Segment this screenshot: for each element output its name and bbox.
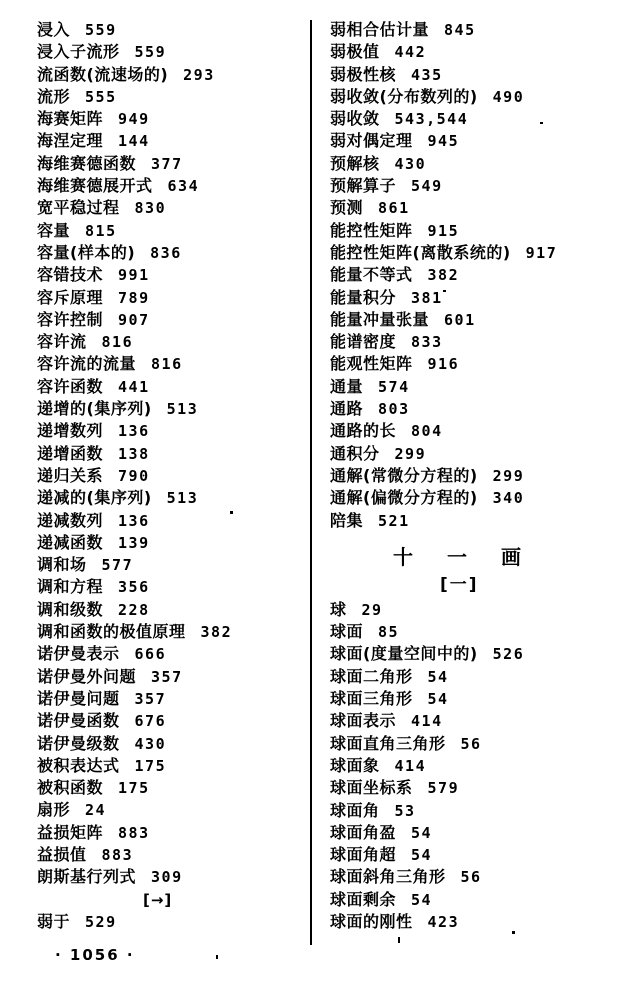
entry-page: 526	[492, 645, 525, 664]
index-entry	[330, 19, 635, 41]
entry-page: 815	[85, 221, 117, 240]
entry-page: 293	[183, 65, 215, 84]
entry-page: 883	[118, 823, 150, 842]
entry-term: 被积表达式	[37, 755, 120, 775]
index-entry	[330, 220, 635, 242]
entry-page: 136	[118, 422, 150, 441]
entry-page: 442	[394, 43, 427, 62]
page-number: · 1056 ·	[55, 946, 135, 964]
index-entry	[330, 510, 635, 532]
index-entry	[37, 643, 305, 665]
index-entry	[37, 576, 305, 598]
entry-page: 54	[411, 846, 433, 865]
entry-page: 136	[118, 511, 150, 530]
entry-page: 804	[411, 422, 443, 441]
entry-term: 能控性矩阵	[330, 220, 413, 240]
index-entry	[330, 376, 635, 398]
entry-page: 144	[118, 132, 150, 151]
index-entry	[330, 688, 635, 710]
index-entry	[37, 554, 305, 576]
entry-term: 弱极性核	[330, 64, 397, 84]
entry-term: 能量冲量张量	[330, 309, 430, 329]
entry-term: 扇形	[37, 800, 71, 820]
index-entry	[330, 175, 635, 197]
index-entry	[37, 755, 305, 777]
entry-term: 递增函数	[37, 443, 104, 463]
entry-page: 861	[378, 199, 410, 218]
right-column	[330, 19, 635, 933]
entry-term: 球面角	[330, 800, 380, 820]
entry-page: 513	[166, 489, 199, 508]
scan-speck	[216, 955, 218, 959]
entry-page: 816	[101, 333, 134, 352]
section-heading: 十一画	[393, 544, 555, 569]
entry-page: 435	[411, 65, 443, 84]
entry-page: 916	[427, 355, 460, 374]
entry-term: 预测	[330, 198, 364, 218]
entry-term: 益损矩阵	[37, 822, 104, 842]
entry-term: 被积函数	[37, 778, 104, 798]
index-entry	[37, 309, 305, 331]
entry-term: 朗斯基行列式	[37, 867, 137, 887]
entry-term: 球面剩余	[330, 889, 397, 909]
entry-term: 递归关系	[37, 465, 104, 485]
entry-page: 559	[134, 43, 167, 62]
index-entry	[330, 710, 635, 732]
entry-term: 球面二角形	[330, 666, 413, 686]
entry-page: 883	[101, 845, 134, 864]
entry-term: 能量不等式	[330, 265, 413, 285]
entry-page: 803	[378, 400, 410, 419]
entry-term: 浸入子流形	[37, 42, 120, 62]
entry-term: 容许函数	[37, 376, 104, 396]
entry-page: 574	[378, 377, 410, 396]
index-entry	[37, 175, 305, 197]
index-entry	[330, 242, 635, 264]
index-entry	[330, 420, 635, 442]
entry-term: 容许流	[37, 332, 87, 352]
index-entry	[330, 755, 635, 777]
entry-page: 830	[134, 199, 167, 218]
entry-term: 球面表示	[330, 711, 397, 731]
left-column	[37, 19, 305, 933]
entry-page: 430	[394, 154, 427, 173]
entry-term: 能控性矩阵(离散系统的)	[330, 242, 511, 262]
index-entry	[330, 889, 635, 911]
index-entry	[37, 599, 305, 621]
entry-term: 球面的刚性	[330, 911, 413, 931]
entry-page: 991	[118, 266, 150, 285]
index-entry	[330, 777, 635, 799]
index-entry	[37, 710, 305, 732]
entry-page: 676	[134, 712, 167, 731]
index-entry	[330, 309, 635, 331]
entry-term: 容许控制	[37, 309, 104, 329]
entry-page: 949	[118, 110, 150, 129]
entry-page: 299	[394, 444, 427, 463]
entry-page: 833	[411, 333, 443, 352]
index-entry	[37, 844, 305, 866]
index-entry	[37, 443, 305, 465]
entry-page: 577	[101, 556, 134, 575]
entry-page: 56	[460, 734, 482, 753]
index-entry	[37, 398, 305, 420]
entry-page: 441	[118, 377, 150, 396]
entry-term: 球面三角形	[330, 689, 413, 709]
index-entry	[330, 264, 635, 286]
index-entry	[37, 242, 305, 264]
scan-speck	[443, 290, 446, 292]
entry-term: 诺伊曼级数	[37, 733, 120, 753]
entry-page: 549	[411, 177, 443, 196]
entry-term: 通积分	[330, 443, 380, 463]
entry-term: 宽平稳过程	[37, 198, 120, 218]
index-entry	[37, 264, 305, 286]
index-entry	[330, 130, 635, 152]
continuation-marker: [→]	[143, 890, 173, 909]
index-entry	[37, 420, 305, 442]
entry-term: 弱极值	[330, 42, 380, 62]
index-entry	[37, 220, 305, 242]
entry-page: 945	[427, 132, 460, 151]
entry-page: 579	[427, 779, 460, 798]
entry-term: 诺伊曼外问题	[37, 666, 137, 686]
entry-term: 容斥原理	[37, 287, 104, 307]
index-entry	[330, 331, 635, 353]
index-entry	[330, 197, 635, 219]
index-entry	[37, 733, 305, 755]
entry-term: 预解算子	[330, 176, 397, 196]
index-entry	[37, 777, 305, 799]
entry-term: 调和场	[37, 555, 87, 575]
entry-page: 907	[118, 310, 150, 329]
index-entry	[330, 86, 635, 108]
index-entry	[37, 911, 305, 933]
index-entry	[330, 733, 635, 755]
entry-page: 430	[134, 734, 167, 753]
entry-page: 85	[378, 623, 400, 642]
entry-page: 299	[492, 466, 525, 485]
entry-page: 228	[118, 600, 150, 619]
index-entry	[37, 331, 305, 353]
entry-page: 381	[411, 288, 443, 307]
index-entry	[330, 643, 635, 665]
entry-term: 预解核	[330, 153, 380, 173]
entry-page: 790	[118, 466, 150, 485]
scan-speck	[540, 122, 543, 124]
entry-page: 423	[427, 912, 460, 931]
entry-term: 球面象	[330, 755, 380, 775]
entry-page: 543,544	[394, 110, 469, 129]
entry-term: 通量	[330, 376, 364, 396]
entry-term: 球面角盈	[330, 822, 397, 842]
entry-page: 601	[444, 310, 476, 329]
entry-page: 917	[525, 243, 558, 262]
index-entry	[330, 822, 635, 844]
index-entry	[330, 287, 635, 309]
entry-page: 555	[85, 87, 117, 106]
entry-page: 377	[151, 154, 183, 173]
index-entry	[330, 621, 635, 643]
entry-term: 浸入	[37, 20, 71, 39]
index-entry	[330, 443, 635, 465]
index-entry	[330, 800, 635, 822]
entry-page: 340	[492, 489, 525, 508]
entry-term: 诺伊曼表示	[37, 644, 120, 664]
entry-page: 54	[411, 890, 433, 909]
entry-page: 138	[118, 444, 150, 463]
entry-term: 调和级数	[37, 599, 104, 619]
entry-page: 513	[166, 400, 199, 419]
entry-term: 能量积分	[330, 287, 397, 307]
entry-page: 357	[134, 689, 167, 708]
entry-term: 递增的(集序列)	[37, 399, 152, 419]
index-entry	[37, 353, 305, 375]
entry-page: 29	[361, 600, 383, 619]
entry-term: 流函数(流速场的)	[37, 64, 169, 84]
entry-term: 容许流的流量	[37, 354, 137, 374]
entry-page: 414	[394, 756, 427, 775]
entry-term: 球面(度量空间中的)	[330, 644, 478, 664]
index-entry	[330, 64, 635, 86]
index-entry	[330, 911, 635, 933]
entry-term: 能观性矩阵	[330, 354, 413, 374]
entry-term: 诺伊曼问题	[37, 688, 120, 708]
entry-page: 139	[118, 533, 150, 552]
entry-term: 调和方程	[37, 577, 104, 597]
index-entry	[37, 197, 305, 219]
entry-term: 递减的(集序列)	[37, 488, 152, 508]
index-entry	[37, 19, 305, 41]
entry-term: 通解(偏微分方程的)	[330, 488, 478, 508]
index-entry	[330, 666, 635, 688]
entry-term: 弱收敛(分布数列的)	[330, 86, 478, 106]
entry-page: 24	[85, 801, 107, 820]
index-entry	[37, 822, 305, 844]
index-entry	[330, 465, 635, 487]
entry-term: 通路	[330, 399, 364, 419]
entry-term: 弱于	[37, 911, 71, 931]
entry-page: 54	[427, 690, 449, 709]
entry-page: 915	[427, 221, 460, 240]
index-entry	[37, 688, 305, 710]
entry-term: 益损值	[37, 844, 87, 864]
entry-term: 能谱密度	[330, 332, 397, 352]
scan-speck	[512, 931, 515, 934]
index-entry	[37, 621, 305, 643]
index-entry	[330, 398, 635, 420]
index-entry	[37, 130, 305, 152]
entry-term: 弱收敛	[330, 109, 380, 129]
index-entry	[330, 108, 635, 130]
index-entry	[37, 799, 305, 821]
entry-term: 海赛矩阵	[37, 109, 104, 129]
entry-page: 54	[411, 823, 433, 842]
entry-page: 356	[118, 578, 150, 597]
entry-page: 559	[85, 21, 117, 39]
index-entry	[37, 86, 305, 108]
index-entry	[330, 41, 635, 63]
scan-speck	[230, 511, 233, 514]
entry-term: 容量	[37, 220, 71, 240]
index-entry	[37, 465, 305, 487]
entry-term: 海维赛德展开式	[37, 176, 153, 196]
entry-term: 容量(样本的)	[37, 242, 136, 262]
entry-page: 309	[151, 868, 183, 887]
index-entry	[37, 287, 305, 309]
entry-term: 递增数列	[37, 421, 104, 441]
entry-page: 175	[134, 756, 167, 775]
entry-page: 382	[427, 266, 460, 285]
entry-page: 789	[118, 288, 150, 307]
entry-term: 海涅定理	[37, 131, 104, 151]
entry-term: 弱对偶定理	[330, 131, 413, 151]
entry-page: 414	[411, 712, 443, 731]
entry-term: 球面坐标系	[330, 778, 413, 798]
index-entry	[330, 866, 635, 888]
entry-term: 调和函数的极值原理	[37, 622, 186, 642]
index-entry	[37, 866, 305, 888]
entry-page: 845	[444, 21, 476, 39]
index-entry	[37, 376, 305, 398]
entry-term: 流形	[37, 86, 71, 106]
index-entry	[37, 510, 305, 532]
entry-term: 通解(常微分方程的)	[330, 465, 478, 485]
index-entry	[37, 532, 305, 554]
entry-page: 836	[150, 243, 182, 262]
entry-page: 175	[118, 779, 150, 798]
entry-page: 54	[427, 667, 449, 686]
entry-page: 634	[167, 177, 200, 196]
entry-term: 递减函数	[37, 532, 104, 552]
index-entry	[37, 64, 305, 86]
scan-speck	[398, 937, 400, 943]
entry-page: 529	[85, 912, 117, 931]
entry-page: 490	[492, 87, 525, 106]
entry-page: 357	[151, 667, 183, 686]
index-entry	[330, 487, 635, 509]
index-entry	[330, 844, 635, 866]
column-divider	[310, 20, 312, 945]
entry-term: 球面	[330, 622, 364, 642]
entry-term: 递减数列	[37, 510, 104, 530]
entry-term: 弱相合估计量	[330, 20, 430, 39]
entry-term: 球面角超	[330, 845, 397, 865]
index-entry	[37, 108, 305, 130]
entry-term: 球面直角三角形	[330, 733, 446, 753]
entry-term: 陪集	[330, 510, 364, 530]
entry-term: 容错技术	[37, 265, 104, 285]
index-entry	[37, 487, 305, 509]
entry-page: 382	[200, 623, 233, 642]
index-entry	[330, 599, 635, 621]
index-entry	[330, 153, 635, 175]
index-entry	[37, 41, 305, 63]
entry-term: 通路的长	[330, 421, 397, 441]
entry-term: 海维赛德函数	[37, 153, 137, 173]
entry-page: 521	[378, 511, 410, 530]
entry-page: 666	[134, 645, 167, 664]
entry-term: 球面斜角三角形	[330, 867, 446, 887]
index-entry	[37, 153, 305, 175]
index-entry	[37, 666, 305, 688]
section-subheading: [一]	[440, 574, 479, 595]
index-entry	[330, 353, 635, 375]
entry-term: 球	[330, 599, 347, 619]
entry-page: 53	[394, 801, 416, 820]
entry-term: 诺伊曼函数	[37, 711, 120, 731]
entry-page: 56	[460, 868, 482, 887]
entry-page: 816	[151, 355, 183, 374]
